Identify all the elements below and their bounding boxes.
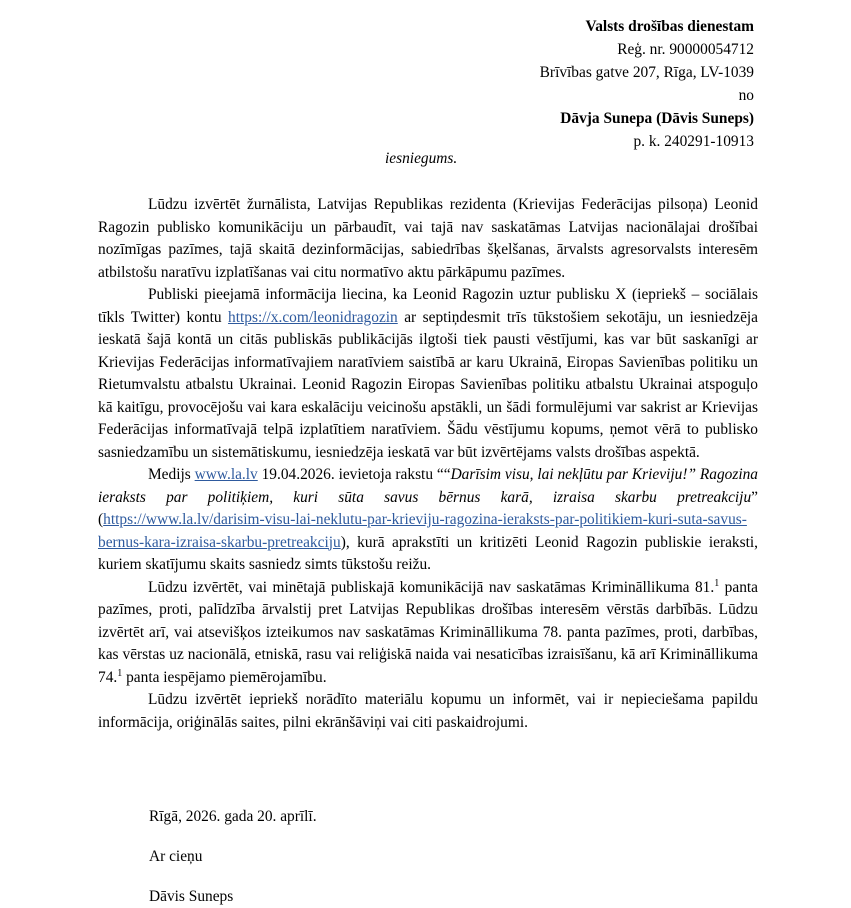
recipient-name: Valsts drošības dienestam <box>585 18 754 35</box>
paragraph-text: 19.04.2026. ievietoja rakstu ““ <box>257 466 451 483</box>
signature-name: Dāvis Suneps <box>149 888 234 905</box>
paragraph-text: Medijs <box>148 466 195 483</box>
superscript: 1 <box>714 577 720 589</box>
paragraph-text: Lūdzu izvērtēt, vai minētajā publiskajā komunikācijā nav saskatāmas Krimināllikuma 81. <box>148 578 715 596</box>
document-title: iesniegums. <box>385 150 458 167</box>
sender-name: Dāvja Sunepa (Dāvis Suneps) <box>560 110 754 127</box>
sender-personal-code: p. k. 240291-10913 <box>633 133 754 150</box>
document-body <box>98 194 758 734</box>
media-site-link[interactable]: www.la.lv <box>194 466 258 483</box>
paragraph-media-article <box>98 464 758 577</box>
paragraph-text: ), kurā aprakstīti un kritizēti Leonid Ragozin publiskie ieraksti, kuriem skatījumu skaits sasniedz simts tūkstošu reižu. <box>98 533 758 573</box>
recipient-reg-number: Reģ. nr. 90000054712 <box>617 41 754 58</box>
place-date: Rīgā, 2026. gada 20. aprīlī. <box>149 808 317 825</box>
paragraph-text: ar septiņdesmit trīs tūkstošiem sekotāju, un iesniedzēja ieskatā šajā kontā un citās publiskās publikācijās ilgtoši tiek pausti vēstījumi, kas var būt saskanīgi ar Krievijas Federācijas informatīvajiem naratīviem saistībā ar karu Ukrainā, Eiropas Savienības politiku un Rietumvalstu atbalstu Ukrainai. Leonid Ragozin Eiropas Savienības politiku atbalstu Ukrainai atspoguļo kā kaitīgu, provocējošu vai kara eskalāciju veicinošu apstākli, un šādi formulējumi var sakrist ar Krievijas Federācijas informatīvajā telpā izplatītiem naratīviem. Šādu vēstījumu kopums, ņemot vērā to publisko sasniedzamību un sistemātiskumu, iesniedzēja ieskatā var būt izvērtējams valsts drošības aspektā. <box>98 308 759 461</box>
article-title: Darīsim visu, lai nekļūtu par Krieviju!” Ragozina ieraksts par politiķiem, kuri sūta savus bērnus karā, izraisa skarbu pretreakciju <box>98 466 758 506</box>
x-account-link[interactable]: https://x.com/leonidragozin <box>228 308 398 326</box>
recipient-address: Brīvības gatve 207, Rīga, LV-1039 <box>539 64 754 81</box>
paragraph-text: panta iespējamo piemērojamību. <box>122 668 327 686</box>
article-link[interactable]: https://www.la.lv/darisim-visu-lai-neklutu-par-krieviju-ragozina-ieraksts-par-politikiem-kuri-suta-savus-bernus-kara-izraisa-skarbu-pretreakciju <box>98 511 747 551</box>
paragraph-text: panta pazīmes, proti, palīdzība ārvalstij pret Latvijas Republikas drošības interesēm vērstās darbībās. Lūdzu izvērtēt arī, vai atsevišķos izteikumos nav saskatāmas Krimināllikuma 78. panta pazīmes, proti, darbības, kas vērstas uz nacionālā, etniskā, rasu vai reliģiskā naida vai nesaticības izraisīšanu, kā arī Krimināllikuma 74. <box>98 578 759 686</box>
paragraph-x-account <box>98 284 758 464</box>
superscript: 1 <box>117 667 123 679</box>
closing-regards: Ar cieņu <box>149 848 203 865</box>
paragraph-request: Lūdzu izvērtēt žurnālista, Latvijas Republikas rezidenta (Krievijas Federācijas pilsoņa) Leonid Ragozin publisko komunikāciju un pārbaudīt, vai tajā nav saskatāmas Latvijas nacionālajai drošībai nozīmīgas pazīmes, tajā skaitā dezinformācijas, sabiedrības šķelšanas, ārvalsts agresorvalsts interesēm atbilstošu naratīvu izplatīšanas vai citu normatīvo aktu pārkāpumu pazīmes. <box>98 196 758 281</box>
paragraph-text: ” ( <box>98 488 758 528</box>
paragraph-criminal-law <box>98 577 758 690</box>
from-word: no <box>738 87 754 104</box>
paragraph-text: Publiski pieejamā informācija liecina, ka Leonid Ragozin uztur publisku X (iepriekš – sociālais tīkls Twitter) kontu <box>98 286 758 326</box>
address-block <box>540 15 754 153</box>
paragraph-further-info: Lūdzu izvērtēt iepriekš norādīto materiālu kopumu un informēt, vai ir nepieciešama papildu informācija, oriģinālās saites, pilni ekrānšāviņi vai citi paskaidrojumi. <box>98 691 758 731</box>
